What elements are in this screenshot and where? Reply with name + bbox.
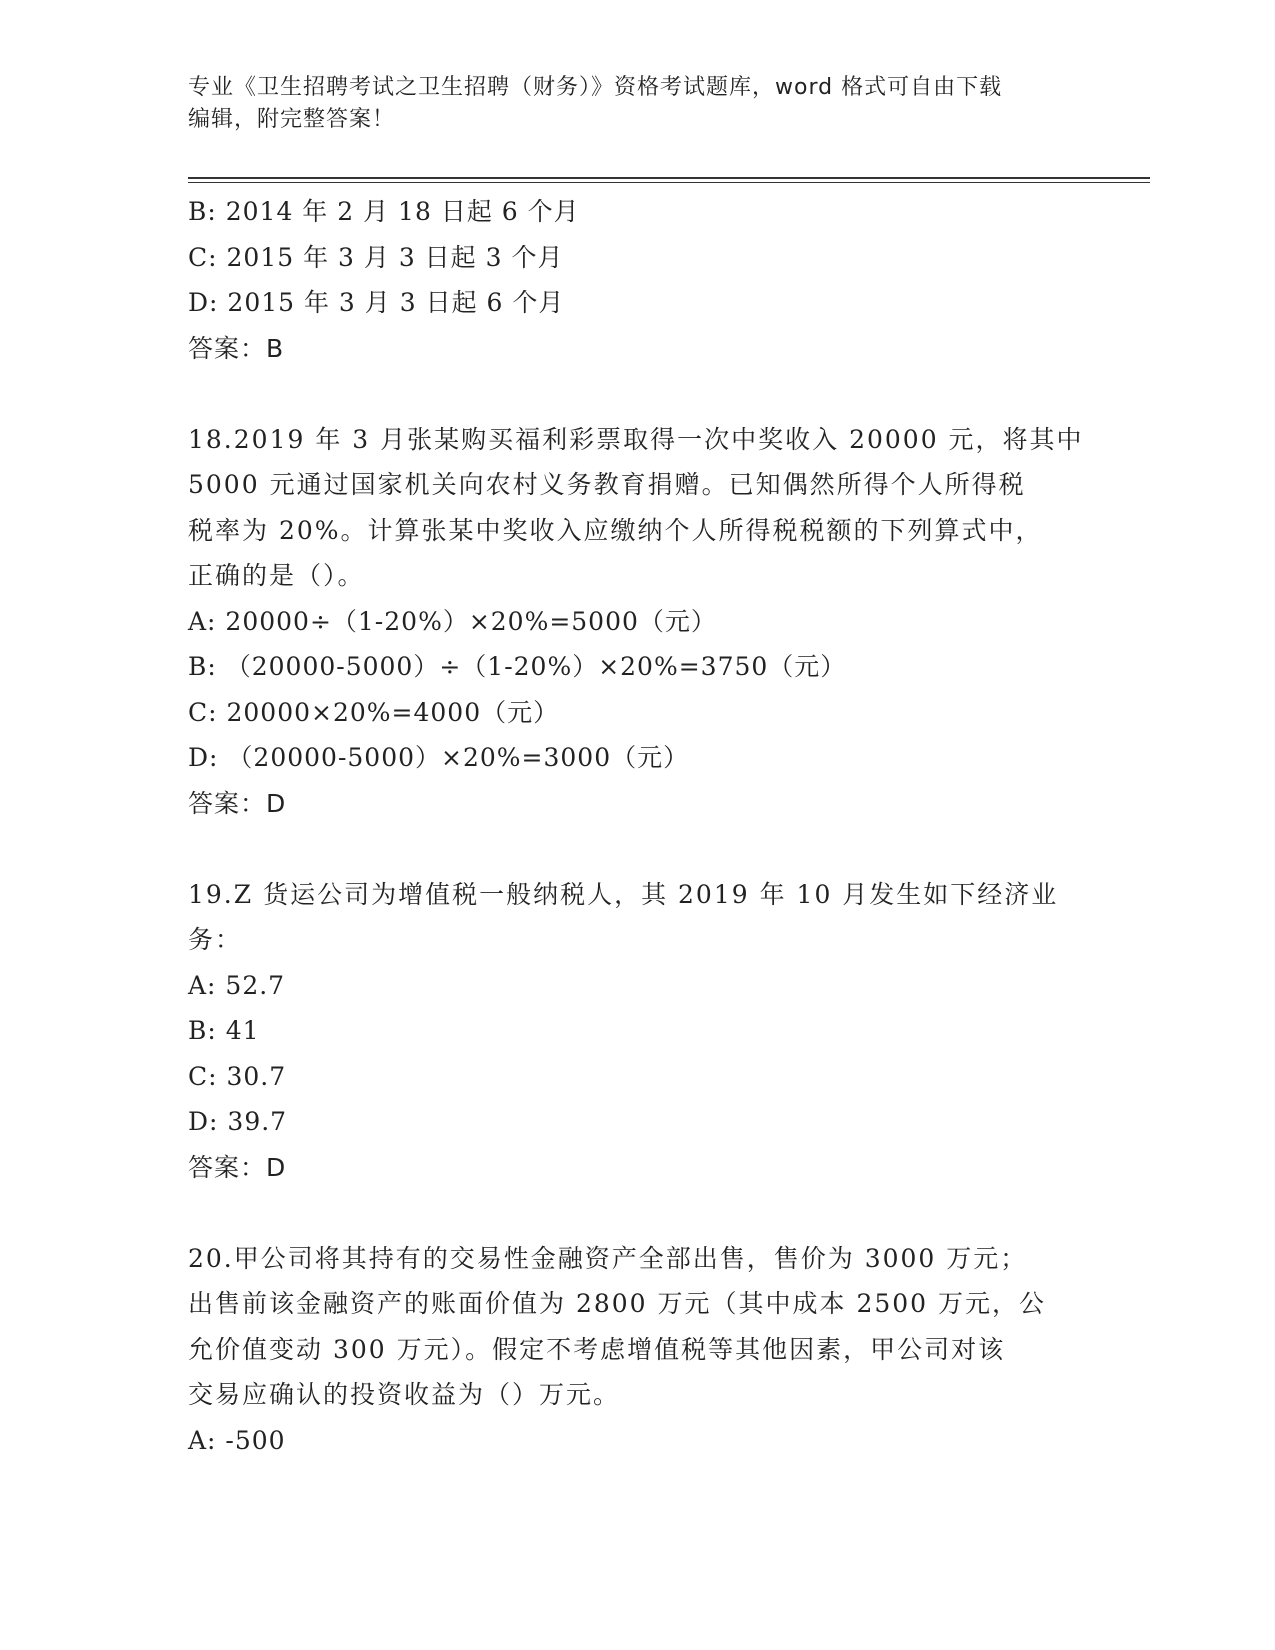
question-content bbox=[188, 189, 1088, 1463]
header-line-1: 专业《卫生招聘考试之卫生招聘（财务）》资格考试题库，word 格式可自由下载 bbox=[188, 75, 1003, 100]
page-header bbox=[188, 72, 1088, 136]
spacer bbox=[188, 1190, 1088, 1236]
spacer bbox=[188, 371, 1088, 417]
question-stem-line: 务： bbox=[188, 925, 243, 954]
question-stem-line: 税率为 20%。计算张某中奖收入应缴纳个人所得税税额的下列算式中， bbox=[188, 515, 1043, 545]
option-a: A: 20000÷（1-20%）×20%=5000（元） bbox=[188, 606, 717, 636]
answer-line: 答案：D bbox=[188, 1152, 287, 1182]
option-c: C: 2015 年 3 月 3 日起 3 个月 bbox=[188, 242, 564, 272]
header-divider-thin bbox=[188, 182, 1150, 183]
option-c: C: 20000×20%=4000（元） bbox=[188, 697, 560, 727]
option-d: D: 39.7 bbox=[188, 1107, 288, 1136]
spacer bbox=[188, 826, 1088, 872]
question-stem-line: 交易应确认的投资收益为（）万元。 bbox=[188, 1380, 621, 1409]
option-a: A: -500 bbox=[188, 1425, 286, 1455]
question-stem-line: 19.Z 货运公司为增值税一般纳税人，其 2019 年 10 月发生如下经济业 bbox=[188, 879, 1059, 909]
header-divider bbox=[188, 177, 1150, 179]
option-b: B: 41 bbox=[188, 1016, 260, 1045]
option-d: D: 2015 年 3 月 3 日起 6 个月 bbox=[188, 288, 565, 317]
question-18 bbox=[188, 417, 1088, 827]
question-stem-line: 18.2019 年 3 月张某购买福利彩票取得一次中奖收入 20000 元，将其中 bbox=[188, 424, 1084, 454]
question-stem-line: 5000 元通过国家机关向农村义务教育捐赠。已知偶然所得个人所得税 bbox=[188, 470, 1026, 499]
option-b: B: （20000-5000）÷（1-20%）×20%=3750（元） bbox=[188, 652, 847, 681]
question-stem-line: 允价值变动 300 万元）。假定不考虑增值税等其他因素，甲公司对该 bbox=[188, 1334, 1006, 1364]
question-20 bbox=[188, 1236, 1088, 1464]
header-line-2: 编辑，附完整答案！ bbox=[188, 107, 396, 132]
question-stem-line: 20.甲公司将其持有的交易性金融资产全部出售，售价为 3000 万元； bbox=[188, 1243, 1028, 1273]
option-d: D: （20000-5000）×20%=3000（元） bbox=[188, 743, 690, 772]
option-a: A: 52.7 bbox=[188, 970, 286, 1000]
option-b: B: 2014 年 2 月 18 日起 6 个月 bbox=[188, 197, 580, 226]
option-c: C: 30.7 bbox=[188, 1061, 287, 1091]
question-19 bbox=[188, 872, 1088, 1191]
previous-question-tail bbox=[188, 189, 1088, 371]
answer-line: 答案：B bbox=[188, 333, 285, 363]
question-stem-line: 正确的是（）。 bbox=[188, 561, 365, 590]
answer-line: 答案：D bbox=[188, 788, 287, 818]
question-stem-line: 出售前该金融资产的账面价值为 2800 万元（其中成本 2500 万元，公 bbox=[188, 1289, 1047, 1318]
